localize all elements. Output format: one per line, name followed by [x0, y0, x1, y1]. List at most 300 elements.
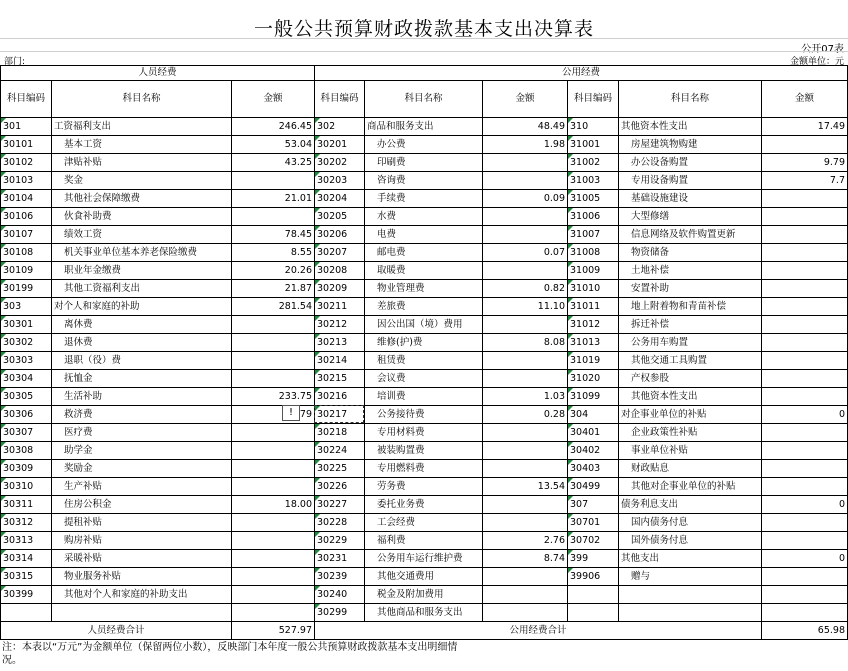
table-row	[1, 154, 848, 172]
code-cell[interactable]: 30310	[1, 478, 52, 496]
name-cell[interactable]: 专用燃料费	[365, 460, 483, 478]
name-cell[interactable]: 其他支出	[619, 550, 762, 568]
code-cell[interactable]: 30299	[315, 604, 365, 622]
code-cell[interactable]: 30218	[315, 424, 365, 442]
code-cell[interactable]: 30217	[315, 406, 365, 424]
name-cell[interactable]: 公务接待费	[365, 406, 483, 424]
name-cell[interactable]: 委托业务费	[365, 496, 483, 514]
code-cell[interactable]: 30314	[1, 550, 52, 568]
name-cell[interactable]: 差旅费	[365, 298, 483, 316]
amount-cell[interactable]	[232, 478, 315, 496]
amount-cell[interactable]	[483, 154, 568, 172]
amount-cell[interactable]	[762, 334, 848, 352]
amount-cell[interactable]: 0	[762, 550, 848, 568]
amount-cell[interactable]	[232, 550, 315, 568]
amount-cell[interactable]: 53.04	[232, 136, 315, 154]
warning-icon[interactable]: !	[282, 405, 300, 421]
name-cell[interactable]: 医疗费	[52, 424, 232, 442]
amount-cell[interactable]	[232, 172, 315, 190]
name-cell[interactable]: 邮电费	[365, 244, 483, 262]
amount-cell[interactable]: 8.55	[232, 244, 315, 262]
name-cell[interactable]: 印刷费	[365, 154, 483, 172]
code-cell[interactable]: 31006	[568, 208, 619, 226]
code-cell[interactable]: 30403	[568, 460, 619, 478]
name-cell[interactable]: 奖励金	[52, 460, 232, 478]
amount-cell[interactable]	[232, 334, 315, 352]
table-row	[1, 496, 848, 514]
code-cell[interactable]: 30208	[315, 262, 365, 280]
name-cell[interactable]: 债务利息支出	[619, 496, 762, 514]
name-cell[interactable]: 公务用车运行维护费	[365, 550, 483, 568]
col-header-code: 科目编码	[568, 81, 619, 118]
code-cell[interactable]: 31001	[568, 136, 619, 154]
name-cell[interactable]: 大型修缮	[619, 208, 762, 226]
name-cell[interactable]: 税金及附加费用	[365, 586, 483, 604]
table-row	[1, 226, 848, 244]
amount-cell[interactable]	[762, 208, 848, 226]
amount-cell[interactable]: 0.82	[483, 280, 568, 298]
name-cell[interactable]: 土地补偿	[619, 262, 762, 280]
amount-cell[interactable]: 8.74	[483, 550, 568, 568]
name-cell[interactable]: 赠与	[619, 568, 762, 586]
name-cell[interactable]	[52, 604, 232, 622]
name-cell[interactable]: 其他资本性支出	[619, 118, 762, 136]
code-cell[interactable]: 31003	[568, 172, 619, 190]
col-header-code: 科目编码	[1, 81, 52, 118]
name-cell[interactable]: 津贴补贴	[52, 154, 232, 172]
amount-cell[interactable]: 0.28	[483, 406, 568, 424]
report-title: 一般公共预算财政拨款基本支出决算表	[253, 18, 594, 40]
amount-cell[interactable]: 2.76	[483, 532, 568, 550]
code-cell[interactable]: 30402	[568, 442, 619, 460]
name-cell[interactable]: 咨询费	[365, 172, 483, 190]
name-cell[interactable]: 奖金	[52, 172, 232, 190]
amount-cell[interactable]	[762, 136, 848, 154]
table-row	[1, 442, 848, 460]
table-row	[1, 262, 848, 280]
code-cell[interactable]: 31013	[568, 334, 619, 352]
public-total-label: 公用经费合计	[315, 622, 762, 640]
amount-cell[interactable]	[483, 496, 568, 514]
col-header-name: 科目名称	[619, 81, 762, 118]
amount-cell[interactable]	[762, 424, 848, 442]
code-cell[interactable]: 30302	[1, 334, 52, 352]
code-cell[interactable]: 30304	[1, 370, 52, 388]
code-cell[interactable]: 30702	[568, 532, 619, 550]
code-cell[interactable]: 30201	[315, 136, 365, 154]
amount-cell[interactable]: 1.98	[483, 136, 568, 154]
code-cell[interactable]: 30315	[1, 568, 52, 586]
code-cell[interactable]: 30207	[315, 244, 365, 262]
name-cell[interactable]: 劳务费	[365, 478, 483, 496]
amount-cell[interactable]	[762, 280, 848, 298]
name-cell[interactable]: 购房补贴	[52, 532, 232, 550]
table-row	[1, 424, 848, 442]
name-cell[interactable]: 取暖费	[365, 262, 483, 280]
table-row	[1, 352, 848, 370]
code-cell[interactable]: 304	[568, 406, 619, 424]
amount-cell[interactable]	[232, 604, 315, 622]
amount-cell[interactable]: 281.54	[232, 298, 315, 316]
name-cell[interactable]: 办公费	[365, 136, 483, 154]
name-cell[interactable]: 专用设备购置	[619, 172, 762, 190]
amount-cell[interactable]: 21.01	[232, 190, 315, 208]
code-cell[interactable]: 31008	[568, 244, 619, 262]
code-cell[interactable]: 31099	[568, 388, 619, 406]
code-cell[interactable]: 30499	[568, 478, 619, 496]
code-cell[interactable]: 39906	[568, 568, 619, 586]
col-header-name: 科目名称	[52, 81, 232, 118]
expenditure-table	[0, 65, 848, 640]
code-cell[interactable]: 30104	[1, 190, 52, 208]
amount-cell[interactable]	[232, 370, 315, 388]
name-cell[interactable]: 被装购置费	[365, 442, 483, 460]
code-cell[interactable]: 30240	[315, 586, 365, 604]
code-cell[interactable]: 30313	[1, 532, 52, 550]
code-cell[interactable]: 399	[568, 550, 619, 568]
amount-cell[interactable]: 17.49	[762, 118, 848, 136]
name-cell[interactable]: 产权参股	[619, 370, 762, 388]
amount-cell[interactable]	[483, 568, 568, 586]
amount-cell[interactable]: 11.10	[483, 298, 568, 316]
amount-cell[interactable]	[232, 352, 315, 370]
name-cell[interactable]: 对企事业单位的补贴	[619, 406, 762, 424]
name-cell[interactable]: 手续费	[365, 190, 483, 208]
code-cell[interactable]: 30226	[315, 478, 365, 496]
name-cell[interactable]: 绩效工资	[52, 226, 232, 244]
amount-cell[interactable]: 79	[232, 406, 315, 424]
code-cell[interactable]: 30307	[1, 424, 52, 442]
amount-cell[interactable]	[762, 604, 848, 622]
col-header-amount: 金额	[762, 81, 848, 118]
name-cell[interactable]: 救济费	[52, 406, 232, 424]
amount-cell[interactable]: 13.54	[483, 478, 568, 496]
name-cell[interactable]: 租赁费	[365, 352, 483, 370]
code-cell[interactable]: 30109	[1, 262, 52, 280]
code-cell[interactable]: 31009	[568, 262, 619, 280]
name-cell[interactable]	[619, 604, 762, 622]
amount-cell[interactable]	[762, 262, 848, 280]
code-cell[interactable]: 307	[568, 496, 619, 514]
amount-cell[interactable]: 1.03	[483, 388, 568, 406]
name-cell[interactable]: 退职（役）费	[52, 352, 232, 370]
amount-cell[interactable]	[232, 532, 315, 550]
amount-cell[interactable]	[232, 442, 315, 460]
table-row	[1, 604, 848, 622]
name-cell[interactable]: 其他对企事业单位的补贴	[619, 478, 762, 496]
table-row	[1, 316, 848, 334]
table-row	[1, 136, 848, 154]
amount-cell[interactable]	[762, 460, 848, 478]
table-row	[1, 172, 848, 190]
name-cell[interactable]: 采暖补贴	[52, 550, 232, 568]
table-row	[1, 280, 848, 298]
code-cell[interactable]: 30102	[1, 154, 52, 172]
table-row	[1, 568, 848, 586]
table-row	[1, 298, 848, 316]
amount-cell[interactable]	[483, 604, 568, 622]
name-cell[interactable]: 抚恤金	[52, 370, 232, 388]
code-cell[interactable]: 30308	[1, 442, 52, 460]
amount-cell[interactable]	[762, 298, 848, 316]
amount-cell[interactable]	[762, 316, 848, 334]
amount-cell[interactable]	[483, 208, 568, 226]
name-cell[interactable]: 退休费	[52, 334, 232, 352]
public-total-value: 65.98	[762, 622, 848, 640]
name-cell[interactable]: 住房公积金	[52, 496, 232, 514]
code-cell[interactable]: 30239	[315, 568, 365, 586]
amount-cell[interactable]: 7.7	[762, 172, 848, 190]
table-row	[1, 460, 848, 478]
code-cell[interactable]: 30228	[315, 514, 365, 532]
amount-cell[interactable]: 0	[762, 496, 848, 514]
amount-cell[interactable]: 18.00	[232, 496, 315, 514]
unit-label: 金额单位：元	[789, 57, 844, 67]
name-cell[interactable]: 房屋建筑物购建	[619, 136, 762, 154]
amount-cell[interactable]	[762, 568, 848, 586]
code-cell[interactable]: 30309	[1, 460, 52, 478]
amount-cell[interactable]	[232, 514, 315, 532]
table-row	[1, 478, 848, 496]
name-cell[interactable]: 福利费	[365, 532, 483, 550]
code-cell[interactable]: 31020	[568, 370, 619, 388]
name-cell[interactable]: 事业单位补贴	[619, 442, 762, 460]
code-cell[interactable]: 30211	[315, 298, 365, 316]
amount-cell[interactable]	[762, 352, 848, 370]
code-cell[interactable]: 30214	[315, 352, 365, 370]
amount-cell[interactable]: 20.26	[232, 262, 315, 280]
code-cell[interactable]: 30303	[1, 352, 52, 370]
amount-cell[interactable]	[483, 316, 568, 334]
code-cell[interactable]: 30231	[315, 550, 365, 568]
amount-cell[interactable]	[762, 244, 848, 262]
amount-cell[interactable]	[762, 190, 848, 208]
table-row	[1, 550, 848, 568]
department-label: 部门:	[4, 57, 26, 67]
col-header-amount: 金额	[483, 81, 568, 118]
code-cell[interactable]: 30312	[1, 514, 52, 532]
amount-cell[interactable]	[762, 514, 848, 532]
amount-cell[interactable]: 0.07	[483, 244, 568, 262]
code-cell[interactable]: 30701	[568, 514, 619, 532]
col-header-name: 科目名称	[365, 81, 483, 118]
name-cell[interactable]: 办公设备购置	[619, 154, 762, 172]
group-header-public: 公用经费	[315, 66, 848, 81]
name-cell[interactable]: 基本工资	[52, 136, 232, 154]
table-row	[1, 244, 848, 262]
code-cell[interactable]: 31007	[568, 226, 619, 244]
name-cell[interactable]: 国内债务付息	[619, 514, 762, 532]
code-cell[interactable]	[1, 604, 52, 622]
code-cell[interactable]: 30215	[315, 370, 365, 388]
amount-cell[interactable]: 78.45	[232, 226, 315, 244]
code-cell[interactable]: 301	[1, 118, 52, 136]
name-cell[interactable]: 商品和服务支出	[365, 118, 483, 136]
code-cell[interactable]: 30101	[1, 136, 52, 154]
amount-cell[interactable]	[483, 262, 568, 280]
name-cell[interactable]: 离休费	[52, 316, 232, 334]
amount-cell[interactable]: 0.09	[483, 190, 568, 208]
amount-cell[interactable]: 0	[762, 406, 848, 424]
name-cell[interactable]: 职业年金缴费	[52, 262, 232, 280]
name-cell[interactable]: 其他工资福利支出	[52, 280, 232, 298]
amount-cell[interactable]	[232, 208, 315, 226]
name-cell[interactable]: 伙食补助费	[52, 208, 232, 226]
name-cell[interactable]: 助学金	[52, 442, 232, 460]
code-cell[interactable]: 30206	[315, 226, 365, 244]
amount-cell[interactable]	[483, 514, 568, 532]
amount-cell[interactable]: 246.45	[232, 118, 315, 136]
amount-cell[interactable]	[762, 442, 848, 460]
table-row	[1, 406, 848, 424]
code-cell[interactable]: 30204	[315, 190, 365, 208]
code-cell[interactable]: 31005	[568, 190, 619, 208]
amount-cell[interactable]	[232, 316, 315, 334]
name-cell[interactable]: 对个人和家庭的补助	[52, 298, 232, 316]
code-cell[interactable]: 30229	[315, 532, 365, 550]
name-cell[interactable]	[619, 586, 762, 604]
code-cell[interactable]: 30301	[1, 316, 52, 334]
name-cell[interactable]: 其他交通工具购置	[619, 352, 762, 370]
code-cell[interactable]: 30199	[1, 280, 52, 298]
amount-cell[interactable]	[483, 442, 568, 460]
code-cell[interactable]: 30203	[315, 172, 365, 190]
name-cell[interactable]: 维修(护)费	[365, 334, 483, 352]
amount-cell[interactable]	[232, 460, 315, 478]
amount-cell[interactable]	[483, 226, 568, 244]
amount-cell[interactable]	[762, 478, 848, 496]
code-cell[interactable]: 30107	[1, 226, 52, 244]
amount-cell[interactable]	[762, 226, 848, 244]
code-cell[interactable]: 30305	[1, 388, 52, 406]
code-cell[interactable]: 31010	[568, 280, 619, 298]
name-cell[interactable]: 专用材料费	[365, 424, 483, 442]
code-cell[interactable]: 30108	[1, 244, 52, 262]
code-cell[interactable]: 30399	[1, 586, 52, 604]
code-cell[interactable]: 30224	[315, 442, 365, 460]
name-cell[interactable]: 信息网络及软件购置更新	[619, 226, 762, 244]
code-cell[interactable]: 310	[568, 118, 619, 136]
code-cell[interactable]: 30401	[568, 424, 619, 442]
amount-cell[interactable]	[483, 370, 568, 388]
code-cell[interactable]: 31002	[568, 154, 619, 172]
table-row	[1, 514, 848, 532]
name-cell[interactable]: 企业政策性补贴	[619, 424, 762, 442]
selected-cell-outline	[314, 405, 364, 423]
name-cell[interactable]: 因公出国（境）费用	[365, 316, 483, 334]
code-cell[interactable]: 31019	[568, 352, 619, 370]
table-row	[1, 118, 848, 136]
unit-row	[0, 52, 848, 65]
amount-cell[interactable]	[232, 586, 315, 604]
amount-cell[interactable]	[483, 424, 568, 442]
name-cell[interactable]: 其他资本性支出	[619, 388, 762, 406]
amount-cell[interactable]	[483, 352, 568, 370]
amount-cell[interactable]	[232, 424, 315, 442]
amount-cell[interactable]	[762, 388, 848, 406]
personnel-total-value: 527.97	[232, 622, 315, 640]
code-cell[interactable]: 30205	[315, 208, 365, 226]
table-row	[1, 208, 848, 226]
name-cell[interactable]: 物业服务补贴	[52, 568, 232, 586]
table-row	[1, 370, 848, 388]
code-cell[interactable]: 303	[1, 298, 52, 316]
name-cell[interactable]: 物业管理费	[365, 280, 483, 298]
code-cell[interactable]	[568, 586, 619, 604]
name-cell[interactable]: 物资储备	[619, 244, 762, 262]
name-cell[interactable]: 拆迁补偿	[619, 316, 762, 334]
name-cell[interactable]: 公务用车购置	[619, 334, 762, 352]
code-cell[interactable]	[568, 604, 619, 622]
code-cell[interactable]: 30213	[315, 334, 365, 352]
name-cell[interactable]: 工资福利支出	[52, 118, 232, 136]
code-cell[interactable]: 30209	[315, 280, 365, 298]
amount-cell[interactable]: 48.49	[483, 118, 568, 136]
name-cell[interactable]: 生产补贴	[52, 478, 232, 496]
name-cell[interactable]: 其他对个人和家庭的补助支出	[52, 586, 232, 604]
name-cell[interactable]: 安置补助	[619, 280, 762, 298]
name-cell[interactable]: 生活补助	[52, 388, 232, 406]
amount-cell[interactable]: 233.75	[232, 388, 315, 406]
code-cell[interactable]: 30103	[1, 172, 52, 190]
code-cell[interactable]: 30202	[315, 154, 365, 172]
name-cell[interactable]: 提租补贴	[52, 514, 232, 532]
amount-cell[interactable]: 21.87	[232, 280, 315, 298]
amount-cell[interactable]	[762, 532, 848, 550]
code-cell[interactable]: 30227	[315, 496, 365, 514]
name-cell[interactable]: 其他社会保障缴费	[52, 190, 232, 208]
code-cell[interactable]: 30216	[315, 388, 365, 406]
name-cell[interactable]: 地上附着物和青苗补偿	[619, 298, 762, 316]
amount-cell[interactable]: 8.08	[483, 334, 568, 352]
amount-cell[interactable]	[483, 586, 568, 604]
name-cell[interactable]: 财政贴息	[619, 460, 762, 478]
table-row	[1, 334, 848, 352]
grid-line	[0, 38, 848, 39]
amount-cell[interactable]	[232, 568, 315, 586]
group-header-personnel: 人员经费	[1, 66, 315, 81]
col-header-code: 科目编码	[315, 81, 365, 118]
name-cell[interactable]: 水费	[365, 208, 483, 226]
name-cell[interactable]: 培训费	[365, 388, 483, 406]
name-cell[interactable]: 其他交通费用	[365, 568, 483, 586]
name-cell[interactable]: 工会经费	[365, 514, 483, 532]
code-cell[interactable]: 302	[315, 118, 365, 136]
code-cell[interactable]: 30106	[1, 208, 52, 226]
amount-cell[interactable]: 9.79	[762, 154, 848, 172]
personnel-total-label: 人员经费合计	[1, 622, 232, 640]
amount-cell[interactable]	[762, 370, 848, 388]
amount-cell[interactable]	[483, 460, 568, 478]
code-cell[interactable]: 30212	[315, 316, 365, 334]
code-cell[interactable]: 30306	[1, 406, 52, 424]
name-cell[interactable]: 机关事业单位基本养老保险缴费	[52, 244, 232, 262]
code-cell[interactable]: 31011	[568, 298, 619, 316]
name-cell[interactable]: 电费	[365, 226, 483, 244]
name-cell[interactable]: 基础设施建设	[619, 190, 762, 208]
amount-cell[interactable]	[762, 586, 848, 604]
amount-cell[interactable]	[483, 172, 568, 190]
name-cell[interactable]: 会议费	[365, 370, 483, 388]
code-cell[interactable]: 30225	[315, 460, 365, 478]
table-row	[1, 532, 848, 550]
table-row	[1, 190, 848, 208]
name-cell[interactable]: 国外债务付息	[619, 532, 762, 550]
code-cell[interactable]: 31012	[568, 316, 619, 334]
code-cell[interactable]: 30311	[1, 496, 52, 514]
name-cell[interactable]: 其他商品和服务支出	[365, 604, 483, 622]
amount-cell[interactable]: 43.25	[232, 154, 315, 172]
